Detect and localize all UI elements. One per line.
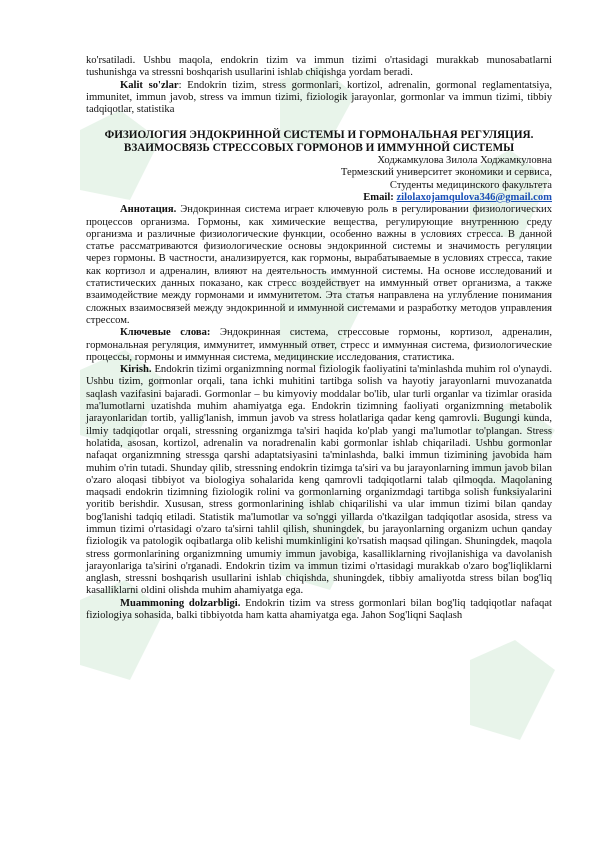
uz-keywords-label: Kalit so'zlar: [120, 79, 179, 91]
kirish-text: Endokrin tizimi organizmning normal fiziologik faoliyatini ta'minlashda muhim rol o'ynaydi. Ushbu tizim, gormonlar orqali, tana ichki muhitini tartibga solish va hayotiy jarayonlarni muvozanatda saqlash vazifasini bajaradi. Gormonlar – bu kimyoviy moddalar bo'lib, ular turli organlar va tizimlar orasida ma'lumotlarni uzatishda muhim ahamiyatga ega. Endokrin tizimning faoliyati organizmning metabolik jarayonlaridan tortib, yallig'lanish, immun javob va stress holatlariga qadar keng qamrovli. Bugungi kunda, ilmiy tadqiqotlar orqali, stressning organizmga ta'siri haqida ko'plab yangi ma'lumotlar to'plangan. Stress holatida, asosan, kortizol, adrenalin va noradrenalin kabi gormonlar ishlab chiqariladi. Ushbu gormonlar nafaqat organizmning stressga qarshi adaptatsiyasini ta'minlashda, balki immun tizimining javobida ham muhim o'rin tutadi. Shunday qilib, stressning endokrin tizimga ta'siri va bu jarayonlarning immun javob bilan o'zaro aloqasi tibbiyot va biologiya sohalarida keng qamrovli tadqiqotlarni talab qilmoqda. Maqolaning maqsadi endokrin tizimning fiziologik rolini va gormonlarning organizmdagi tartibga solish funksiyalarini yoritib berishdir. Xususan, stress gormonlarining ishlab chiqarilishi va ular immun tizimi bilan qanday bog'lanishi tadqiq etiladi. Statistik ma'lumotlar va so'nggi yillarda o'tkazilgan tadqiqotlar asosida, stress va immun tizimi o'rtasidagi o'zaro ta'sirni tahlil qilish, shuningdek, bu jarayonlarning organizm uchun qanday fiziologik va patologik oqibatlarga olib kelishi mumkinligini ko'rsatish maqsad qilingan. Shuningdek, maqola stress gormonlarining organizmning umumiy immun javobiga, kasalliklarning rivojlanishiga va davolanish jarayonlariga ta'sirini o'rganadi. Endokrin tizim va immun tizimi o'rtasidagi murakkab o'zaro bog'liqliklarni anglash, stressni boshqarish usullarini ishlab chiqishda, shuningdek, tibbiy amaliyotda stress bilan bog'liq kasalliklarni oldini olishda muhim ahamiyatga ega.: [86, 364, 552, 597]
dolzarblik-label: Muammoning dolzarbligi.: [120, 597, 241, 609]
ru-annotation-text: Эндокринная система играет ключевую роль в регулировании физиологических процессов организма. Гормоны, как химические вещества, регулирующие внутреннюю среду организма и различные физиологические функции, особенно важны в условиях стресса. В данной статье рассматриваются физиологические основы эндокринной системы и значимость регуляции через гормоны. В частности, анализируется, как гормоны, вырабатываемые в условиях стресса, такие как кортизол и адреналин, влияют на деятельность иммунной системы. На основе исследований и статистических данных показано, как стресс воздействует на иммунный ответ организма, а также взаимодействие между гормонами и иммунитетом. Эта статья направлена на углубление понимания сложных взаимосвязей между эндокринной и иммунной системами и разработку методов управления стрессом.: [86, 204, 552, 326]
email-label: Email:: [363, 191, 394, 203]
kirish-label: Kirish.: [120, 364, 152, 376]
author-affiliation: Термезский университет экономики и сервиса,: [340, 167, 552, 179]
ru-keywords-label: Ключевые слова:: [120, 327, 211, 339]
ru-keywords: [86, 327, 552, 364]
author-name: Ходжамкулова Зилола Ходжамкуловна: [377, 155, 552, 167]
ru-annotation: [86, 204, 552, 327]
ru-annotation-label: Аннотация.: [120, 204, 177, 216]
author-role: Студенты медицинского факультета: [389, 179, 552, 191]
author-email-line: [86, 192, 552, 204]
kirish-paragraph: [86, 364, 552, 598]
ru-keywords-text: Эндокринная система, стрессовые гормоны, кортизол, адреналин, гормональная регуляция, иммунитет, иммунный ответ, стресс и иммунная система, физиологические процессы, гормоны и иммунная система, медицинские исследования, статистика.: [86, 327, 552, 363]
dolzarblik-text: Endokrin tizim va stress gormonlari bilan bog'liq tadqiqotlar nafaqat fiziologiya sohasida, balki tibbiyotda ham katta ahamiyatga ega. Jahon Sog'liqni Saqlash: [86, 597, 552, 622]
uz-keywords: [86, 80, 552, 117]
dolzarblik-paragraph: [86, 598, 552, 623]
email-link[interactable]: zilolaxojamqulova346@gmail.com: [396, 191, 552, 203]
uz-annotation-tail: ko'rsatiladi. Ushbu maqola, endokrin tizim va immun tizimi o'rtasidagi murakkab munosabatlarni tushunishga va stressni boshqarish usullarini ishlab chiqishga yordam beradi.: [86, 55, 552, 79]
article-title: ФИЗИОЛОГИЯ ЭНДОКРИННОЙ СИСТЕМЫ И ГОРМОНАЛЬНАЯ РЕГУЛЯЦИЯ. ВЗАИМОСВЯЗЬ СТРЕССОВЫХ ГОРМОНОВ И ИММУННОЙ СИСТЕМЫ: [104, 129, 534, 155]
article-page: [86, 55, 552, 622]
uz-keywords-text: : Endokrin tizim, stress gormonlari, kortizol, adrenalin, gormonal reglamentatsiya, immunitet, immun javob, stress va immun tizimi, fiziologik jarayonlar, gormonlar va immun tizimi, tibbiy tadqiqotlar, statistika: [86, 79, 553, 116]
